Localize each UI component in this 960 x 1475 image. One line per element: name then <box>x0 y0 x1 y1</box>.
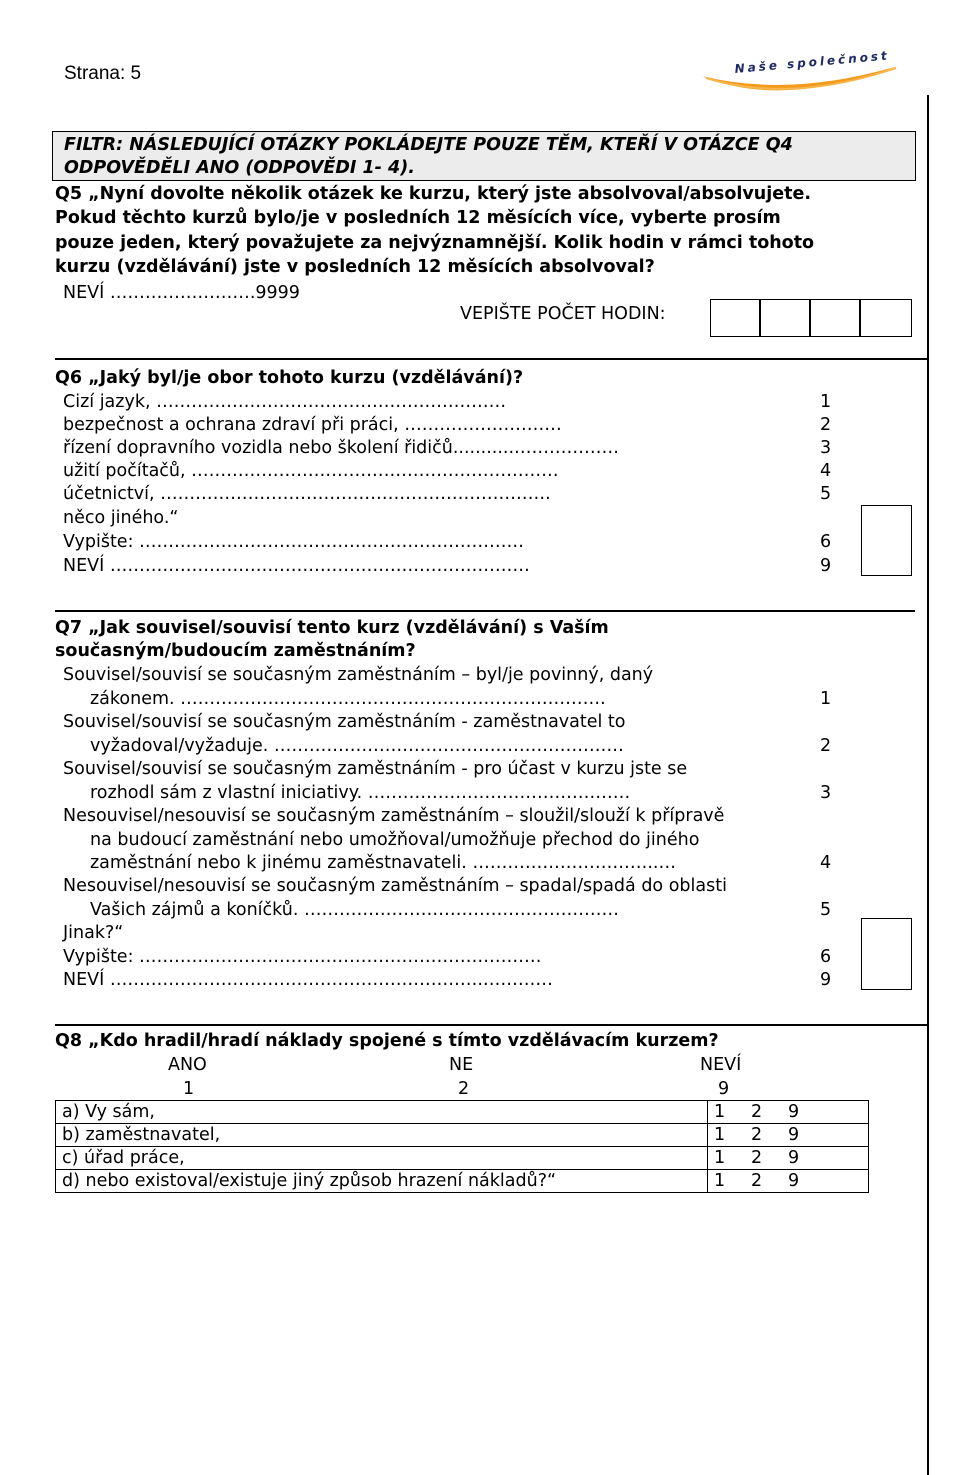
q5-hours-input[interactable] <box>710 299 912 337</box>
q7-option-line: vyžadoval/vyžaduje. …………………………………………………… <box>90 736 624 756</box>
filter-line-2: ODPOVĚDĚLI ANO (ODPOVĚDI 1- 4). <box>64 158 415 178</box>
q6-option-code: 1 <box>820 392 832 412</box>
q5-enter-hours-label: VEPIŠTE POČET HODIN: <box>460 304 666 324</box>
q8-table <box>55 1100 869 1193</box>
q7-option-line: na budoucí zaměstnání nebo umožňoval/umožňuje přechod do jiného <box>90 830 700 850</box>
q7-question-line-2: současným/budoucím zaměstnáním? <box>55 641 416 661</box>
q8-row-code[interactable]: 1 <box>708 1147 746 1170</box>
q6-option-code: 6 <box>820 532 832 552</box>
q8-row-code[interactable]: 2 <box>745 1124 782 1147</box>
q7-option-code: 4 <box>820 853 832 873</box>
q6-option-code: 5 <box>820 484 832 504</box>
q6-option-label: účetnictví, …………………………………………………………. <box>63 484 551 504</box>
q5-nevi-option: NEVÍ …………………….9999 <box>63 283 300 303</box>
section-divider <box>55 610 915 612</box>
filter-line-1: FILTR: NÁSLEDUJÍCÍ OTÁZKY POKLÁDEJTE POUZE TĚM, KTEŘÍ V OTÁZCE Q4 <box>64 135 793 155</box>
q8-row-label: a) Vy sám, <box>56 1101 708 1124</box>
right-margin-rule <box>927 95 929 1475</box>
q7-option-code: 1 <box>820 689 832 709</box>
q7-option-line: Vašich zájmů a koníčků. ……………………………………………… <box>90 900 619 920</box>
q8-row-code[interactable]: 1 <box>708 1170 746 1193</box>
logo-text: Naše společnost <box>734 48 891 76</box>
table-row <box>56 1170 869 1193</box>
q5-question-line-2: Pokud těchto kurzů bylo/je v posledních 12 měsících více, vyberte prosím <box>55 208 781 228</box>
q7-option-line: NEVÍ ……………………………………………………….………… <box>63 970 553 990</box>
q5-question-line-1: Q5 „Nyní dovolte několik otázek ke kurzu, který jste absolvoval/absolvujete. <box>55 184 811 204</box>
q7-option-line: zákonem. ………………………………………………………………. <box>90 689 606 709</box>
q6-question: Q6 „Jaký byl/je obor tohoto kurzu (vzdělávání)? <box>55 368 524 388</box>
section-divider <box>55 1024 927 1026</box>
q8-row-code[interactable]: 9 <box>782 1147 869 1170</box>
q6-option-label: Vypište: ………………………………………………………… <box>63 532 525 552</box>
q8-header-code-1: 1 <box>183 1079 195 1099</box>
q8-header-code-9: 9 <box>718 1079 730 1099</box>
q8-question: Q8 „Kdo hradil/hradí náklady spojené s tímto vzdělávacím kurzem? <box>55 1031 719 1051</box>
q8-row-code[interactable]: 2 <box>745 1170 782 1193</box>
q7-option-line: Souvisel/souvisí se současným zaměstnáním – byl/je povinný, daný <box>63 665 654 685</box>
q8-row-label: c) úřad práce, <box>56 1147 708 1170</box>
q6-option-label: bezpečnost a ochrana zdraví při práci, ……………………… <box>63 415 562 435</box>
q6-option-code: 2 <box>820 415 832 435</box>
company-logo <box>700 48 900 104</box>
q5-question-line-4: kurzu (vzdělávání) jste v posledních 12 měsících absolvoval? <box>55 257 655 277</box>
q7-option-line: Souvisel/souvisí se současným zaměstnáním - pro účast v kurzu jste se <box>63 759 688 779</box>
q8-header-nevi: NEVÍ <box>700 1055 742 1075</box>
q7-option-code: 9 <box>820 970 832 990</box>
q6-option-label: Cizí jazyk, …………………………………………………… <box>63 392 507 412</box>
q8-row-code[interactable]: 9 <box>782 1124 869 1147</box>
q8-header-ne: NE <box>449 1055 474 1075</box>
q7-answer-box[interactable] <box>861 918 912 990</box>
q7-option-line: Jinak?“ <box>63 923 124 943</box>
q6-option-label: NEVÍ ……………………………………………………………… <box>63 556 530 576</box>
q6-option-code: 4 <box>820 461 832 481</box>
q8-row-label: b) zaměstnavatel, <box>56 1124 708 1147</box>
page-number: Strana: 5 <box>64 63 142 84</box>
q7-option-code: 2 <box>820 736 832 756</box>
q7-option-line: Nesouvisel/nesouvisí se současným zaměstnáním – spadal/spadá do oblasti <box>63 876 727 896</box>
q6-option-code: 9 <box>820 556 832 576</box>
section-divider <box>55 358 927 360</box>
q7-option-code: 6 <box>820 947 832 967</box>
q8-row-code[interactable]: 2 <box>745 1147 782 1170</box>
q8-row-code[interactable]: 2 <box>745 1101 782 1124</box>
q8-row-code[interactable]: 1 <box>708 1101 746 1124</box>
table-row <box>56 1124 869 1147</box>
q5-question-line-3: pouze jeden, který považujete za nejvýznamnější. Kolik hodin v rámci tohoto <box>55 233 815 253</box>
q6-option-code: 3 <box>820 438 832 458</box>
q7-option-code: 5 <box>820 900 832 920</box>
q6-answer-box[interactable] <box>861 505 912 576</box>
q7-option-line: rozhodl sám z vlastní iniciativy. ……………………………………… <box>90 783 631 803</box>
q7-option-line: Nesouvisel/nesouvisí se současným zaměstnáním – sloužil/slouží k přípravě <box>63 806 725 826</box>
q8-row-code[interactable]: 9 <box>782 1170 869 1193</box>
q8-header-code-2: 2 <box>458 1079 470 1099</box>
q6-option-label: řízení dopravního vozidla nebo školení řidičů...........……………… <box>63 438 620 458</box>
q7-option-line: Souvisel/souvisí se současným zaměstnáním - zaměstnavatel to <box>63 712 626 732</box>
q7-option-line: Vypište: …………………………………………………………… <box>63 947 542 967</box>
table-row <box>56 1147 869 1170</box>
q6-option-label: užití počítačů, ……………………………………………………… <box>63 461 559 481</box>
q7-option-line: zaměstnání nebo k jinému zaměstnavateli. …………………………..… <box>90 853 676 873</box>
q7-question-line-1: Q7 „Jak souvisel/souvisí tento kurz (vzdělávání) s Vaším <box>55 618 609 638</box>
q6-option-label: něco jiného.“ <box>63 508 179 528</box>
q8-row-label: d) nebo existoval/existuje jiný způsob hrazení nákladů?“ <box>56 1170 708 1193</box>
q8-row-code[interactable]: 9 <box>782 1101 869 1124</box>
q8-header-ano: ANO <box>168 1055 207 1075</box>
table-row <box>56 1101 869 1124</box>
q7-option-code: 3 <box>820 783 832 803</box>
q8-row-code[interactable]: 1 <box>708 1124 746 1147</box>
